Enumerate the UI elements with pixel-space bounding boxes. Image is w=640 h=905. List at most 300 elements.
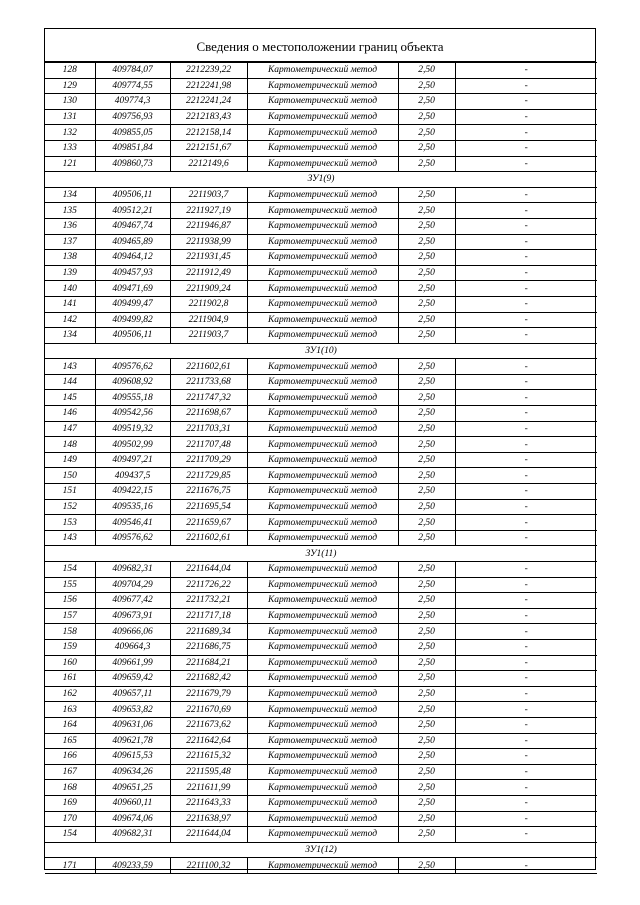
- table-row: [45, 296, 597, 312]
- note-cell: -: [455, 749, 597, 765]
- point-number-cell: 153: [45, 515, 95, 531]
- point-number-cell: 163: [45, 702, 95, 718]
- point-number-cell: 148: [45, 437, 95, 453]
- y-coordinate-cell: 2211602,61: [170, 359, 247, 375]
- method-cell: Картометрический метод: [247, 406, 398, 422]
- y-coordinate-cell: 2211695,54: [170, 499, 247, 515]
- table-row: [45, 94, 597, 110]
- table-row: [45, 234, 597, 250]
- y-coordinate-cell: 2211927,19: [170, 203, 247, 219]
- accuracy-cell: 2,50: [398, 639, 455, 655]
- method-cell: Картометрический метод: [247, 639, 398, 655]
- note-cell: -: [455, 639, 597, 655]
- section-row: [45, 546, 597, 562]
- point-number-cell: 165: [45, 733, 95, 749]
- accuracy-cell: 2,50: [398, 452, 455, 468]
- point-number-cell: 158: [45, 624, 95, 640]
- note-cell: -: [455, 421, 597, 437]
- x-coordinate-cell: 409422,15: [95, 484, 170, 500]
- method-cell: Картометрический метод: [247, 234, 398, 250]
- accuracy-cell: 2,50: [398, 187, 455, 203]
- note-cell: -: [455, 577, 597, 593]
- y-coordinate-cell: 2211931,45: [170, 250, 247, 266]
- method-cell: Картометрический метод: [247, 686, 398, 702]
- x-coordinate-cell: 409506,11: [95, 328, 170, 344]
- table-row: [45, 125, 597, 141]
- x-coordinate-cell: 409664,3: [95, 639, 170, 655]
- method-cell: Картометрический метод: [247, 468, 398, 484]
- y-coordinate-cell: 2212241,24: [170, 94, 247, 110]
- table-row: [45, 421, 597, 437]
- accuracy-cell: 2,50: [398, 733, 455, 749]
- table-row: [45, 140, 597, 156]
- y-coordinate-cell: 2211747,32: [170, 390, 247, 406]
- accuracy-cell: 2,50: [398, 328, 455, 344]
- x-coordinate-cell: 409535,16: [95, 499, 170, 515]
- point-number-cell: 121: [45, 156, 95, 172]
- accuracy-cell: 2,50: [398, 717, 455, 733]
- table-row: [45, 499, 597, 515]
- x-coordinate-cell: 409651,25: [95, 780, 170, 796]
- note-cell: -: [455, 125, 597, 141]
- accuracy-cell: 2,50: [398, 499, 455, 515]
- table-row: [45, 764, 597, 780]
- x-coordinate-cell: 409855,05: [95, 125, 170, 141]
- method-cell: Картометрический метод: [247, 296, 398, 312]
- x-coordinate-cell: 409784,07: [95, 63, 170, 79]
- accuracy-cell: 2,50: [398, 156, 455, 172]
- note-cell: -: [455, 484, 597, 500]
- y-coordinate-cell: 2211912,49: [170, 265, 247, 281]
- x-coordinate-cell: 409546,41: [95, 515, 170, 531]
- note-cell: -: [455, 764, 597, 780]
- method-cell: Картометрический метод: [247, 359, 398, 375]
- y-coordinate-cell: 2211707,48: [170, 437, 247, 453]
- table-row: [45, 686, 597, 702]
- y-coordinate-cell: 2212151,67: [170, 140, 247, 156]
- y-coordinate-cell: 2211659,67: [170, 515, 247, 531]
- table-row: [45, 78, 597, 94]
- method-cell: Картометрический метод: [247, 733, 398, 749]
- section-label: ЗУ1(10): [45, 343, 597, 359]
- point-number-cell: 147: [45, 421, 95, 437]
- point-number-cell: 129: [45, 78, 95, 94]
- accuracy-cell: 2,50: [398, 858, 455, 874]
- y-coordinate-cell: 2211602,61: [170, 530, 247, 546]
- point-number-cell: 139: [45, 265, 95, 281]
- table-row: [45, 452, 597, 468]
- point-number-cell: 171: [45, 858, 95, 874]
- method-cell: Картометрический метод: [247, 63, 398, 79]
- x-coordinate-cell: 409233,59: [95, 858, 170, 874]
- point-number-cell: 134: [45, 187, 95, 203]
- accuracy-cell: 2,50: [398, 827, 455, 843]
- note-cell: -: [455, 608, 597, 624]
- method-cell: Картометрический метод: [247, 717, 398, 733]
- table-row: [45, 858, 597, 874]
- note-cell: -: [455, 218, 597, 234]
- method-cell: Картометрический метод: [247, 749, 398, 765]
- x-coordinate-cell: 409499,82: [95, 312, 170, 328]
- section-row: [45, 842, 597, 858]
- table-row: [45, 577, 597, 593]
- table-row: [45, 827, 597, 843]
- point-number-cell: 161: [45, 671, 95, 687]
- y-coordinate-cell: 2211642,64: [170, 733, 247, 749]
- x-coordinate-cell: 409660,11: [95, 795, 170, 811]
- table-row: [45, 187, 597, 203]
- accuracy-cell: 2,50: [398, 421, 455, 437]
- y-coordinate-cell: 2211698,67: [170, 406, 247, 422]
- accuracy-cell: 2,50: [398, 686, 455, 702]
- note-cell: -: [455, 296, 597, 312]
- point-number-cell: 162: [45, 686, 95, 702]
- note-cell: -: [455, 250, 597, 266]
- method-cell: Картометрический метод: [247, 312, 398, 328]
- note-cell: -: [455, 499, 597, 515]
- accuracy-cell: 2,50: [398, 94, 455, 110]
- accuracy-cell: 2,50: [398, 218, 455, 234]
- note-cell: -: [455, 780, 597, 796]
- y-coordinate-cell: 2211946,87: [170, 218, 247, 234]
- table-row: [45, 359, 597, 375]
- table-row: [45, 608, 597, 624]
- x-coordinate-cell: 409661,99: [95, 655, 170, 671]
- x-coordinate-cell: 409512,21: [95, 203, 170, 219]
- point-number-cell: 141: [45, 296, 95, 312]
- point-number-cell: 133: [45, 140, 95, 156]
- y-coordinate-cell: 2211670,69: [170, 702, 247, 718]
- accuracy-cell: 2,50: [398, 562, 455, 578]
- method-cell: Картометрический метод: [247, 608, 398, 624]
- y-coordinate-cell: 2211679,79: [170, 686, 247, 702]
- y-coordinate-cell: 2211733,68: [170, 374, 247, 390]
- accuracy-cell: 2,50: [398, 515, 455, 531]
- x-coordinate-cell: 409851,84: [95, 140, 170, 156]
- note-cell: -: [455, 312, 597, 328]
- method-cell: Картометрический метод: [247, 655, 398, 671]
- note-cell: -: [455, 624, 597, 640]
- table-row: [45, 811, 597, 827]
- method-cell: Картометрический метод: [247, 328, 398, 344]
- note-cell: -: [455, 671, 597, 687]
- x-coordinate-cell: 409657,11: [95, 686, 170, 702]
- x-coordinate-cell: 409608,92: [95, 374, 170, 390]
- note-cell: -: [455, 686, 597, 702]
- table-title: Сведения о местоположении границ объекта: [45, 29, 595, 62]
- method-cell: Картометрический метод: [247, 250, 398, 266]
- accuracy-cell: 2,50: [398, 140, 455, 156]
- point-number-cell: 168: [45, 780, 95, 796]
- point-number-cell: 160: [45, 655, 95, 671]
- x-coordinate-cell: 409631,06: [95, 717, 170, 733]
- note-cell: -: [455, 390, 597, 406]
- method-cell: Картометрический метод: [247, 530, 398, 546]
- point-number-cell: 157: [45, 608, 95, 624]
- table-row: [45, 63, 597, 79]
- accuracy-cell: 2,50: [398, 234, 455, 250]
- note-cell: -: [455, 265, 597, 281]
- point-number-cell: 138: [45, 250, 95, 266]
- x-coordinate-cell: 409674,06: [95, 811, 170, 827]
- y-coordinate-cell: 2211686,75: [170, 639, 247, 655]
- note-cell: -: [455, 359, 597, 375]
- accuracy-cell: 2,50: [398, 484, 455, 500]
- method-cell: Картометрический метод: [247, 577, 398, 593]
- note-cell: -: [455, 140, 597, 156]
- method-cell: Картометрический метод: [247, 671, 398, 687]
- x-coordinate-cell: 409677,42: [95, 593, 170, 609]
- y-coordinate-cell: 2211638,97: [170, 811, 247, 827]
- y-coordinate-cell: 2211682,42: [170, 671, 247, 687]
- table-row: [45, 374, 597, 390]
- point-number-cell: 143: [45, 359, 95, 375]
- x-coordinate-cell: 409756,93: [95, 109, 170, 125]
- x-coordinate-cell: 409682,31: [95, 562, 170, 578]
- table-row: [45, 312, 597, 328]
- method-cell: Картометрический метод: [247, 624, 398, 640]
- point-number-cell: 131: [45, 109, 95, 125]
- x-coordinate-cell: 409682,31: [95, 827, 170, 843]
- table-row: [45, 733, 597, 749]
- method-cell: Картометрический метод: [247, 187, 398, 203]
- accuracy-cell: 2,50: [398, 250, 455, 266]
- y-coordinate-cell: 2211903,7: [170, 328, 247, 344]
- y-coordinate-cell: 2211644,04: [170, 562, 247, 578]
- x-coordinate-cell: 409576,62: [95, 359, 170, 375]
- note-cell: -: [455, 468, 597, 484]
- table-row: [45, 515, 597, 531]
- note-cell: -: [455, 827, 597, 843]
- method-cell: Картометрический метод: [247, 858, 398, 874]
- y-coordinate-cell: 2211709,29: [170, 452, 247, 468]
- note-cell: -: [455, 234, 597, 250]
- point-number-cell: 132: [45, 125, 95, 141]
- x-coordinate-cell: 409673,91: [95, 608, 170, 624]
- accuracy-cell: 2,50: [398, 296, 455, 312]
- x-coordinate-cell: 409659,42: [95, 671, 170, 687]
- accuracy-cell: 2,50: [398, 125, 455, 141]
- note-cell: -: [455, 717, 597, 733]
- note-cell: -: [455, 593, 597, 609]
- point-number-cell: 154: [45, 562, 95, 578]
- accuracy-cell: 2,50: [398, 671, 455, 687]
- point-number-cell: 135: [45, 203, 95, 219]
- accuracy-cell: 2,50: [398, 608, 455, 624]
- table-row: [45, 593, 597, 609]
- y-coordinate-cell: 2211703,31: [170, 421, 247, 437]
- x-coordinate-cell: 409467,74: [95, 218, 170, 234]
- note-cell: -: [455, 655, 597, 671]
- point-number-cell: 170: [45, 811, 95, 827]
- table-row: [45, 795, 597, 811]
- method-cell: Картометрический метод: [247, 156, 398, 172]
- point-number-cell: 169: [45, 795, 95, 811]
- x-coordinate-cell: 409457,93: [95, 265, 170, 281]
- y-coordinate-cell: 2212149,6: [170, 156, 247, 172]
- point-number-cell: 142: [45, 312, 95, 328]
- x-coordinate-cell: 409471,69: [95, 281, 170, 297]
- table-row: [45, 639, 597, 655]
- accuracy-cell: 2,50: [398, 655, 455, 671]
- x-coordinate-cell: 409704,29: [95, 577, 170, 593]
- y-coordinate-cell: 2211938,99: [170, 234, 247, 250]
- x-coordinate-cell: 409653,82: [95, 702, 170, 718]
- table-row: [45, 437, 597, 453]
- note-cell: -: [455, 156, 597, 172]
- accuracy-cell: 2,50: [398, 359, 455, 375]
- note-cell: -: [455, 63, 597, 79]
- note-cell: -: [455, 530, 597, 546]
- method-cell: Картометрический метод: [247, 125, 398, 141]
- note-cell: -: [455, 795, 597, 811]
- y-coordinate-cell: 2212239,22: [170, 63, 247, 79]
- method-cell: Картометрический метод: [247, 140, 398, 156]
- point-number-cell: 156: [45, 593, 95, 609]
- accuracy-cell: 2,50: [398, 78, 455, 94]
- accuracy-cell: 2,50: [398, 795, 455, 811]
- table-row: [45, 156, 597, 172]
- table-row: [45, 265, 597, 281]
- x-coordinate-cell: 409506,11: [95, 187, 170, 203]
- method-cell: Картометрический метод: [247, 764, 398, 780]
- y-coordinate-cell: 2211732,21: [170, 593, 247, 609]
- document-page: [44, 28, 596, 870]
- x-coordinate-cell: 409465,89: [95, 234, 170, 250]
- accuracy-cell: 2,50: [398, 374, 455, 390]
- section-row: [45, 172, 597, 188]
- table-row: [45, 390, 597, 406]
- note-cell: -: [455, 187, 597, 203]
- accuracy-cell: 2,50: [398, 593, 455, 609]
- note-cell: -: [455, 437, 597, 453]
- table-row: [45, 624, 597, 640]
- table-row: [45, 484, 597, 500]
- y-coordinate-cell: 2212158,14: [170, 125, 247, 141]
- accuracy-cell: 2,50: [398, 780, 455, 796]
- accuracy-cell: 2,50: [398, 63, 455, 79]
- y-coordinate-cell: 2212241,98: [170, 78, 247, 94]
- point-number-cell: 128: [45, 63, 95, 79]
- x-coordinate-cell: 409774,55: [95, 78, 170, 94]
- method-cell: Картометрический метод: [247, 218, 398, 234]
- method-cell: Картометрический метод: [247, 562, 398, 578]
- x-coordinate-cell: 409519,32: [95, 421, 170, 437]
- y-coordinate-cell: 2211100,32: [170, 858, 247, 874]
- accuracy-cell: 2,50: [398, 749, 455, 765]
- boundary-coordinates-table: [45, 62, 597, 874]
- table-row: [45, 406, 597, 422]
- table-row: [45, 780, 597, 796]
- note-cell: -: [455, 406, 597, 422]
- x-coordinate-cell: 409576,62: [95, 530, 170, 546]
- y-coordinate-cell: 2211902,8: [170, 296, 247, 312]
- method-cell: Картометрический метод: [247, 515, 398, 531]
- point-number-cell: 167: [45, 764, 95, 780]
- note-cell: -: [455, 328, 597, 344]
- point-number-cell: 149: [45, 452, 95, 468]
- table-row: [45, 218, 597, 234]
- point-number-cell: 154: [45, 827, 95, 843]
- table-row: [45, 250, 597, 266]
- x-coordinate-cell: 409634,26: [95, 764, 170, 780]
- method-cell: Картометрический метод: [247, 265, 398, 281]
- y-coordinate-cell: 2211726,22: [170, 577, 247, 593]
- accuracy-cell: 2,50: [398, 406, 455, 422]
- accuracy-cell: 2,50: [398, 764, 455, 780]
- point-number-cell: 155: [45, 577, 95, 593]
- method-cell: Картометрический метод: [247, 827, 398, 843]
- note-cell: -: [455, 811, 597, 827]
- y-coordinate-cell: 2211904,9: [170, 312, 247, 328]
- point-number-cell: 137: [45, 234, 95, 250]
- point-number-cell: 145: [45, 390, 95, 406]
- x-coordinate-cell: 409499,47: [95, 296, 170, 312]
- method-cell: Картометрический метод: [247, 795, 398, 811]
- point-number-cell: 134: [45, 328, 95, 344]
- accuracy-cell: 2,50: [398, 702, 455, 718]
- y-coordinate-cell: 2211673,62: [170, 717, 247, 733]
- y-coordinate-cell: 2211909,24: [170, 281, 247, 297]
- y-coordinate-cell: 2211717,18: [170, 608, 247, 624]
- table-row: [45, 749, 597, 765]
- point-number-cell: 166: [45, 749, 95, 765]
- point-number-cell: 159: [45, 639, 95, 655]
- point-number-cell: 152: [45, 499, 95, 515]
- point-number-cell: 150: [45, 468, 95, 484]
- accuracy-cell: 2,50: [398, 203, 455, 219]
- x-coordinate-cell: 409666,06: [95, 624, 170, 640]
- x-coordinate-cell: 409621,78: [95, 733, 170, 749]
- table-row: [45, 702, 597, 718]
- x-coordinate-cell: 409615,53: [95, 749, 170, 765]
- table-row: [45, 655, 597, 671]
- y-coordinate-cell: 2211903,7: [170, 187, 247, 203]
- point-number-cell: 143: [45, 530, 95, 546]
- note-cell: -: [455, 702, 597, 718]
- note-cell: -: [455, 733, 597, 749]
- section-label: ЗУ1(12): [45, 842, 597, 858]
- table-row: [45, 109, 597, 125]
- table-row: [45, 468, 597, 484]
- point-number-cell: 130: [45, 94, 95, 110]
- note-cell: -: [455, 374, 597, 390]
- note-cell: -: [455, 203, 597, 219]
- section-label: ЗУ1(11): [45, 546, 597, 562]
- method-cell: Картометрический метод: [247, 78, 398, 94]
- note-cell: -: [455, 452, 597, 468]
- method-cell: Картометрический метод: [247, 374, 398, 390]
- method-cell: Картометрический метод: [247, 452, 398, 468]
- section-label: ЗУ1(9): [45, 172, 597, 188]
- x-coordinate-cell: 409860,73: [95, 156, 170, 172]
- table-row: [45, 530, 597, 546]
- x-coordinate-cell: 409497,21: [95, 452, 170, 468]
- note-cell: -: [455, 281, 597, 297]
- accuracy-cell: 2,50: [398, 577, 455, 593]
- accuracy-cell: 2,50: [398, 281, 455, 297]
- table-row: [45, 717, 597, 733]
- x-coordinate-cell: 409542,56: [95, 406, 170, 422]
- table-row: [45, 671, 597, 687]
- x-coordinate-cell: 409774,3: [95, 94, 170, 110]
- section-row: [45, 343, 597, 359]
- method-cell: Картометрический метод: [247, 109, 398, 125]
- point-number-cell: 151: [45, 484, 95, 500]
- method-cell: Картометрический метод: [247, 421, 398, 437]
- method-cell: Картометрический метод: [247, 593, 398, 609]
- point-number-cell: 144: [45, 374, 95, 390]
